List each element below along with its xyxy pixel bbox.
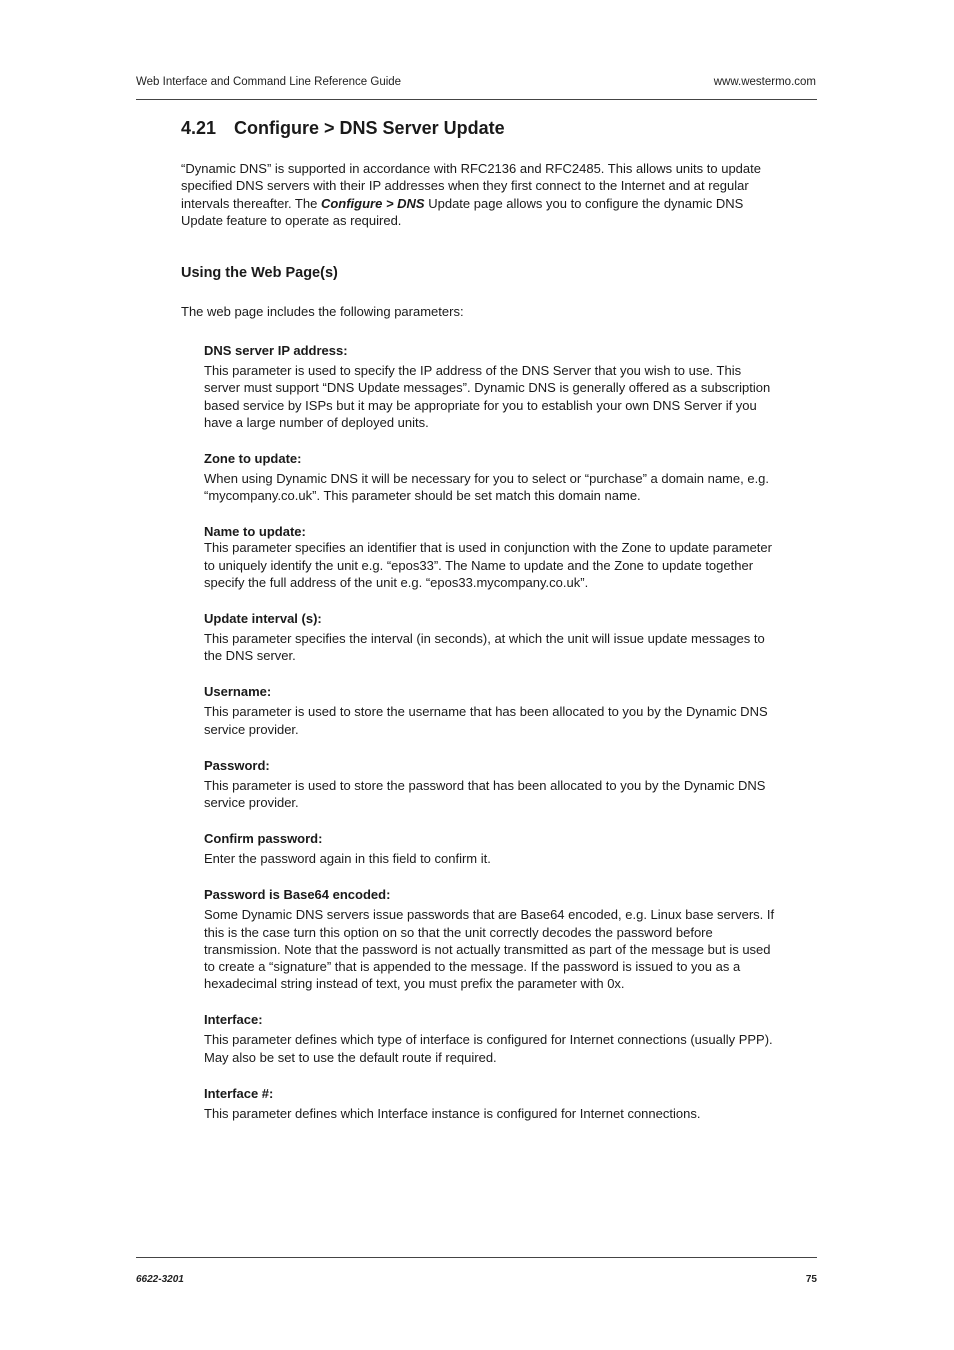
param-password xyxy=(204,758,776,811)
param-name-to-update xyxy=(204,524,776,591)
param-name: Zone to update: xyxy=(204,451,302,466)
param-description: This parameter defines which type of interface is configured for Internet connections (usually PPP). May also be set to use the default route if required. xyxy=(204,1032,773,1065)
param-description: This parameter is used to specify the IP address of the DNS Server that you wish to use. This server must support “DNS Update messages”. Dynamic DNS is generally offered as a subscription based service by ISPs but it may be appropriate for you to establish your own DNS Server if you have a large number of deployed units. xyxy=(204,363,771,430)
subsection-heading: Using the Web Page(s) xyxy=(181,265,338,282)
param-name: Interface #: xyxy=(204,1085,274,1101)
param-username xyxy=(204,684,776,737)
intro-paragraph xyxy=(181,160,776,229)
param-name: Interface: xyxy=(204,1012,263,1028)
param-interface-number xyxy=(204,1086,776,1122)
param-description: Enter the password again in this field to confirm it. xyxy=(204,851,491,867)
param-name: Username: xyxy=(204,684,272,700)
page-content xyxy=(181,118,776,1142)
param-confirm-password xyxy=(204,831,776,867)
footer-rule xyxy=(136,1257,817,1258)
intro-text-1: “Dynamic DNS” is supported in accordance with RFC2136 and RFC2485. This allows units to update specified DNS servers with their IP addresses when they first connect to the Internet and at regular intervals thereafter. The xyxy=(181,161,761,211)
param-name: Update interval (s): xyxy=(204,611,322,627)
param-description: Some Dynamic DNS servers issue passwords that are Base64 encoded, e.g. Linux base servers. If this is the case turn this option on so that the unit correctly decodes the password before transmission. Note that the password is not actually transmitted as part of the message but is used to create a “signature” that is appended to the message. If the password is issued to you as a hexadecimal string instead of text, you must prefix the parameter with 0x. xyxy=(204,907,775,992)
param-dns-server-ip xyxy=(204,343,776,431)
document-number: 6622-3201 xyxy=(136,1274,184,1285)
param-description: This parameter specifies the interval (in seconds), at which the unit will issue update messages to the DNS server. xyxy=(204,631,765,664)
param-description: This parameter is used to store the username that has been allocated to you by the Dynamic DNS service provider. xyxy=(204,704,768,737)
param-name: DNS server IP address: xyxy=(204,343,348,359)
param-name: Password: xyxy=(204,757,270,773)
param-interface xyxy=(204,1012,776,1065)
section-heading xyxy=(181,118,776,139)
intro-text-2: Update page allows you to configure the dynamic DNS Update feature to operate as required. xyxy=(181,195,744,228)
parameter-list xyxy=(204,343,776,1122)
param-description: This parameter defines which Interface instance is configured for Internet connections. xyxy=(204,1105,701,1121)
param-name: Confirm password: xyxy=(204,831,323,847)
page-number: 75 xyxy=(805,1274,817,1285)
page-header xyxy=(136,76,816,88)
param-description: This parameter specifies an identifier that is used in conjunction with the Zone to update parameter to uniquely identify the unit e.g. “epos33”. The Name to update and the Zone to update together specify the full address of the unit e.g. “epos33.mycompany.co.uk”. xyxy=(204,540,772,590)
header-website: www.westermo.com xyxy=(713,76,816,88)
param-password-base64 xyxy=(204,887,776,992)
intro-emphasis: Configure > DNS xyxy=(320,195,425,211)
param-name: Password is Base64 encoded: xyxy=(204,887,391,903)
param-description: This parameter is used to store the password that has been allocated to you by the Dynamic DNS service provider. xyxy=(204,777,766,811)
lead-text: The web page includes the following parameters: xyxy=(181,304,464,320)
param-description: When using Dynamic DNS it will be necessary for you to select or “purchase” a domain name, e.g. “mycompany.co.uk”. This parameter should be set match this domain name. xyxy=(204,471,770,504)
param-name: Name to update: xyxy=(204,524,306,540)
header-rule xyxy=(136,99,817,100)
page-footer xyxy=(136,1274,817,1285)
section-title: Configure > DNS Server Update xyxy=(234,118,505,138)
section-number: 4.21 xyxy=(181,118,217,138)
param-update-interval xyxy=(204,611,776,664)
param-zone-to-update xyxy=(204,451,776,504)
header-guide-title: Web Interface and Command Line Reference Guide xyxy=(136,76,402,88)
